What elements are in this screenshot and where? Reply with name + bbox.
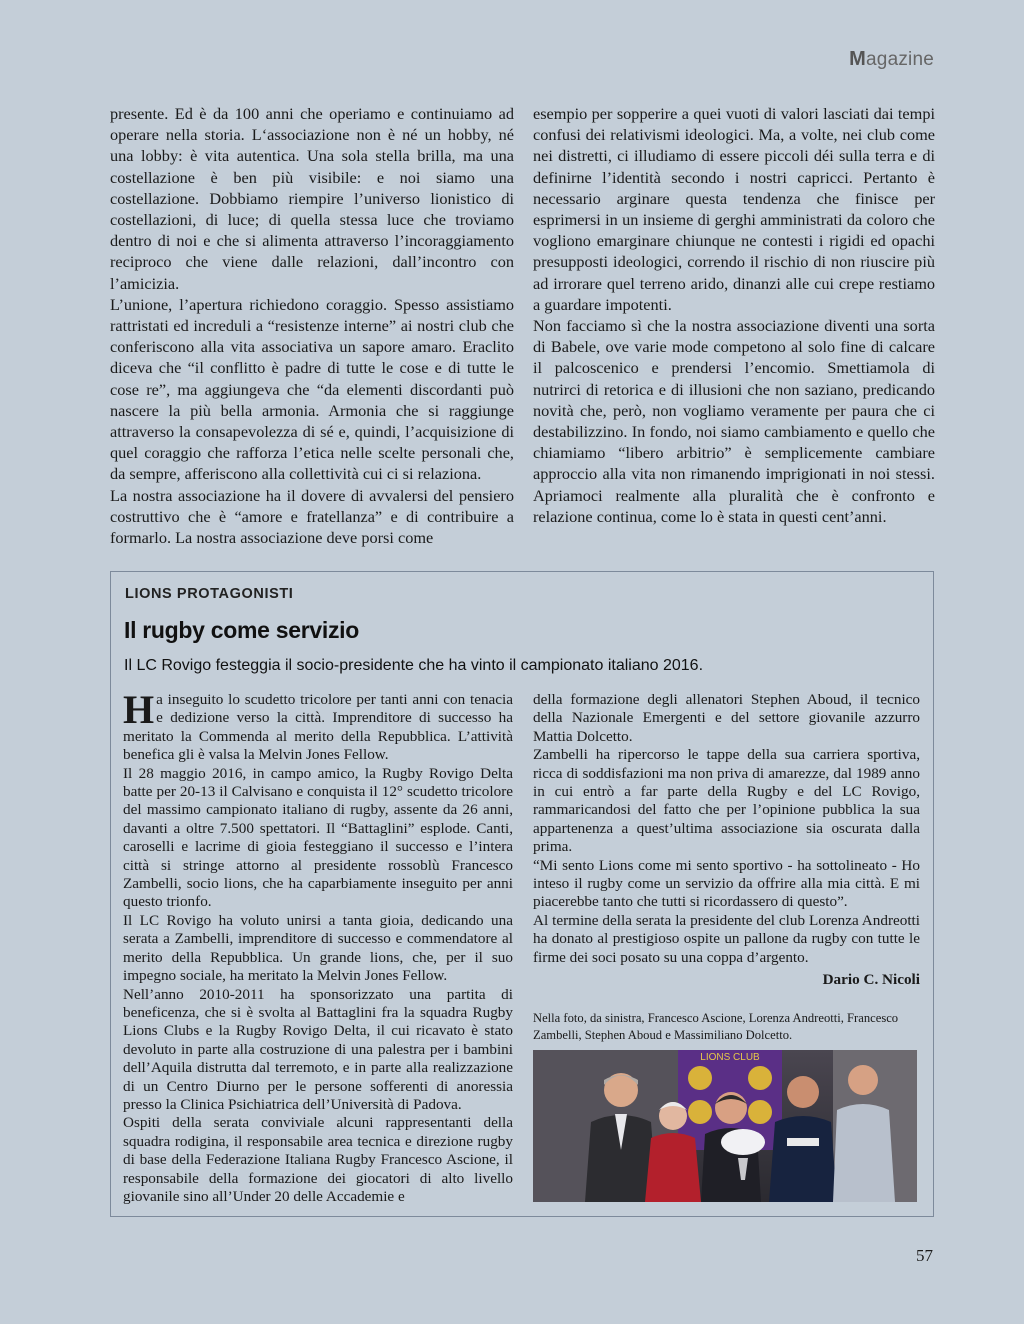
box-paragraph: Il 28 maggio 2016, in campo amico, la Rugby Rovigo Delta batte per 20-13 il Calvisano e conquista il 12° scudetto tricolore del massimo campionato italiano di rugby, assente da 26 anni, davanti a oltre 7.500 spettatori. Il “Battaglini” esplode. Canti, caroselli e lacrime di gioia festeggiano il successo e l’intera città si stringe attorno al presidente rossoblù Francesco Zambelli, socio lions, che ha caparbiamente inseguito per anni questo trionfo. bbox=[123, 764, 513, 911]
magazine-header bbox=[849, 48, 934, 71]
drop-cap: H bbox=[123, 687, 155, 732]
box-paragraph: Ospiti della serata conviviale alcuni rappresentanti della squadra rodigina, il responsabile area tecnica e direzione rugby di base della Federazione Italiana Rugby Francesco Ascione, il responsabile della formazione dei giocatori di alto livello giovanile sino all’Under 20 delle Accademie e bbox=[123, 1114, 513, 1205]
box-paragraph: Al termine della serata la presidente del club Lorenza Andreotti ha donato al prestigioso ospite un pallone da rugby con tutte le firme dei soci posato su una coppa d’argento. bbox=[533, 911, 920, 966]
box-paragraph: Zambelli ha ripercorso le tappe della sua carriera sportiva, ricca di soddisfazioni ma non priva di amarezze, dal 1989 anno in cui entrò a far parte della Rugby e del LC Rovigo, rammaricandosi del fatto che per l’opinione pubblica la sua appartenenza a quest’ultima associazione sia oscurata dalla prima. bbox=[533, 746, 920, 856]
article-paragraph: presente. Ed è da 100 anni che operiamo e continuiamo ad operare nella storia. L‘associazione non è né un hobby, né una lobby: è vita autentica. Una sola stella brilla, ma una costellazione è ben più visibile: e noi siamo una costellazione. Dobbiamo riempire l’universo lionistico di costellazioni, di luce; di quella stessa luce che troviamo dentro di noi e che si alimenta attraverso l’incoraggiamento reciproco che viene dalle relazioni, dall’incontro con l’amicizia. bbox=[110, 104, 514, 293]
section-label: LIONS PROTAGONISTI bbox=[125, 586, 294, 602]
box-paragraph: “Mi sento Lions come mi sento sportivo - ha sottolineato - Ho inteso il rugby come un servizio da offrire alla mia città. E mi piacerebbe tanto che tutti si ricordassero di questo”. bbox=[533, 856, 920, 911]
page-number: 57 bbox=[916, 1246, 933, 1265]
photo-caption: Nella foto, da sinistra, Francesco Ascione, Lorenza Andreotti, Francesco Zambelli, Stephen Aboud e Massimiliano Dolcetto. bbox=[533, 1010, 899, 1042]
box-headline: Il rugby come servizio bbox=[124, 617, 359, 643]
box-paragraph bbox=[123, 687, 513, 765]
header-rest: agazine bbox=[866, 49, 934, 70]
header-initial: M bbox=[849, 48, 867, 70]
article-paragraph: esempio per sopperire a quei vuoti di valori lasciati dai tempi confusi dei relativismi ideologici. Ma, a volte, nei club come nei distretti, ci illudiamo di essere piccoli déi sulla terra e di definirne l’identità secondo i nostri capricci. Pertanto è necessario arginare questa tendenza che finisce per esprimersi in un insieme di gerghi amministrati da coloro che vogliono emarginare chiunque ne contesti i rigidi ed opachi presupposti ideologici, correndo il rischio di non riuscire più ad irrorare quel terreno arido, dinanzi alle cui crepe restiamo a guardare impotenti. bbox=[533, 104, 935, 314]
lions-protagonisti-box bbox=[110, 571, 934, 1217]
group-photo-illustration bbox=[533, 1050, 917, 1202]
box-column-2 bbox=[533, 691, 920, 1044]
box-subheadline: Il LC Rovigo festeggia il socio-presidente che ha vinto il campionato italiano 2016. bbox=[124, 657, 704, 674]
article-author: Dario C. Nicoli bbox=[822, 971, 920, 989]
rugby-ball bbox=[721, 1129, 765, 1155]
article-paragraph: Non facciamo sì che la nostra associazione diventi una sorta di Babele, ove varie mode competono al solo fine di calcare il palcoscenico e prendersi l’encomio. Smettiamola di nutrirci di retorica e di illusioni che non saziano, predicando novità che, però, non vogliamo veramente per paura che ci destabilizzino. In fondo, noi siamo cambiamento e quello che chiamiamo “libero arbitrio” è semplicemente cambiare approccio alla vita non rimanendo imprigionati in noi stessi. Apriamoci realmente alla pluralità che è confronto e relazione continua, come lo è stata in questi cent’anni. bbox=[533, 316, 935, 526]
box-paragraph: Nell’anno 2010-2011 ha sponsorizzato una partita di beneficenza, che si è svolta al Battaglini fra la squadra Rugby Lions Clubs e la Rugby Rovigo Delta, il cui ricavato è stato devoluto in parte alla costruzione di una palestra per i bambini dell’Aquila distrutta dal terremoto, e in parte alla realizzazione di un Centro Diurno per le persone sofferenti di anoressia presso la Clinica Psichiatrica dell’Università di Padova. bbox=[123, 985, 513, 1113]
box-paragraph: della formazione degli allenatori Stephen Aboud, il tecnico della Nazionale Emergenti e del settore giovanile azzurro Mattia Dolcetto. bbox=[533, 691, 920, 745]
box-column-1 bbox=[123, 687, 513, 1206]
article-paragraph: La nostra associazione ha il dovere di avvalersi del pensiero costruttivo che è “amore e fratellanza” e di contribuire a formarlo. La nostra associazione deve porsi come bbox=[110, 485, 514, 548]
article-paragraph: L’unione, l’apertura richiedono coraggio. Spesso assistiamo rattristati ed increduli a “resistenze interne” ai nostri club che conferiscono alla vita associativa un sapore amaro. Eraclito diceva che “il conflitto è padre di tutte le cose e di tutte le cose re”, ma aggiungeva che “da elementi discordanti può nascere la più bella armonia. Armonia che si raggiunge attraverso la consapevolezza di sé e, quindi, l’acquisizione di quel coraggio che rafforza l’etica nelle scelte personali che, da sempre, afferiscono alla collettività cui ci si relaziona. bbox=[110, 294, 514, 484]
article-column-1 bbox=[110, 103, 514, 548]
box-paragraph-text: a inseguito lo scudetto tricolore per tanti anni con tenacia e dedizione verso la città. Imprenditore di successo ha meritato la Commenda al merito della Repubblica. L’attività benefica gli è valsa la Melvin Jones Fellow. bbox=[123, 691, 513, 764]
group-photo bbox=[533, 1050, 917, 1202]
lions-banner-text: LIONS CLUB bbox=[700, 1052, 760, 1063]
article-column-2 bbox=[533, 103, 935, 527]
box-paragraph: Il LC Rovigo ha voluto unirsi a tanta gioia, dedicando una serata a Zambelli, imprenditore di successo e commendatore al merito della Repubblica. Un grande lions, che, per il suo impegno sociale, ha meritato la Melvin Jones Fellow. bbox=[123, 911, 513, 985]
